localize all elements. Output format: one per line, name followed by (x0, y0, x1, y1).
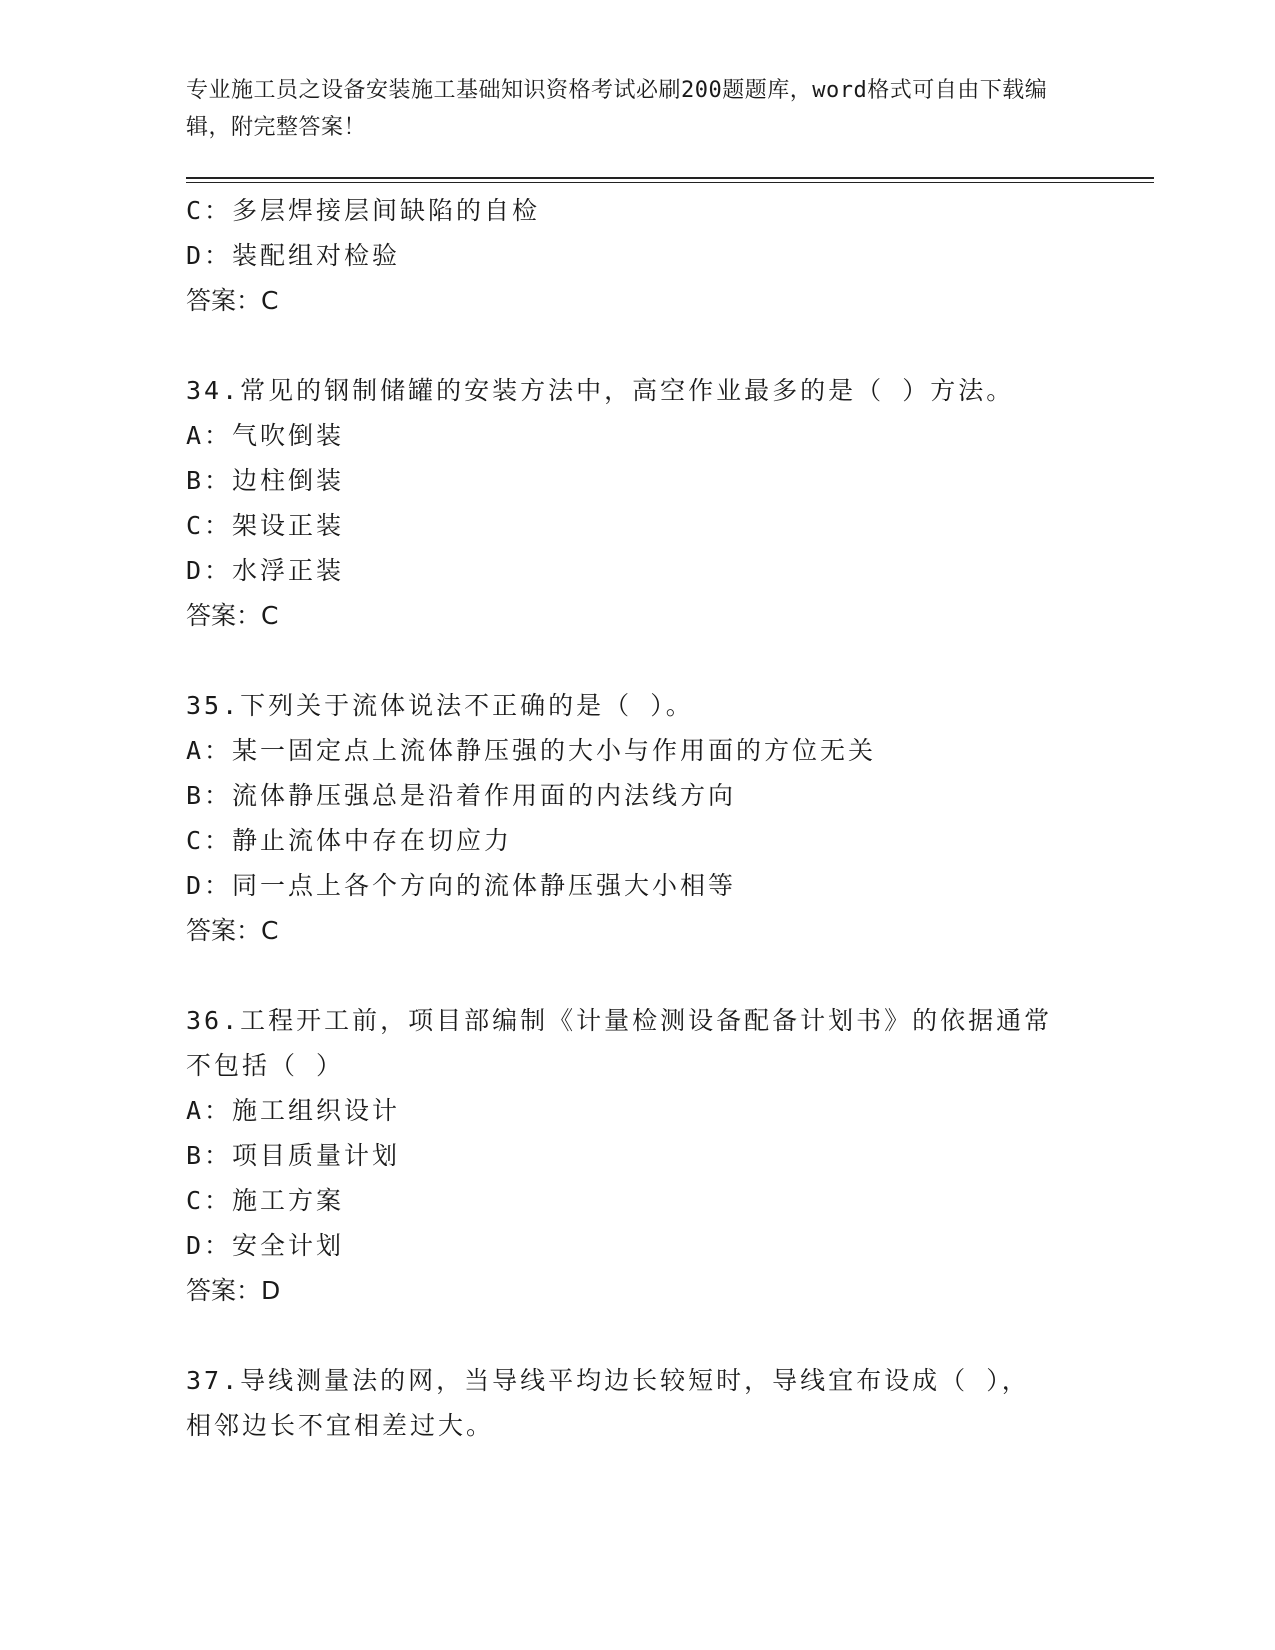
answer: 答案：D (186, 1276, 281, 1305)
option-a: A：气吹倒装 (186, 421, 345, 450)
option-c: C：多层焊接层间缺陷的自检 (186, 196, 541, 225)
question-34 (186, 368, 1086, 638)
option-a: A：施工组织设计 (186, 1096, 401, 1125)
answer: 答案：C (186, 601, 279, 630)
header-rule-thick (186, 177, 1154, 179)
spacer (186, 638, 1086, 683)
option-d: D：同一点上各个方向的流体静压强大小相等 (186, 871, 737, 900)
question-text-line-1: 36.工程开工前，项目部编制《计量检测设备配备计划书》的依据通常 (186, 1006, 1053, 1035)
option-d: D：安全计划 (186, 1231, 345, 1260)
spacer (186, 1313, 1086, 1358)
question-text-line-1: 37.导线测量法的网，当导线平均边长较短时，导线宜布设成（ ）， (186, 1366, 1030, 1395)
header-rule-thin (186, 182, 1154, 183)
question-36 (186, 998, 1086, 1313)
answer: 答案：C (186, 286, 279, 315)
question-text: 34.常见的钢制储罐的安装方法中，高空作业最多的是（ ）方法。 (186, 376, 1015, 405)
question-text: 35.下列关于流体说法不正确的是（ ）。 (186, 691, 694, 720)
option-b: B：项目质量计划 (186, 1141, 401, 1170)
question-33-continued (186, 188, 1086, 323)
spacer (186, 323, 1086, 368)
option-b: B：流体静压强总是沿着作用面的内法线方向 (186, 781, 737, 810)
question-text-line-2: 相邻边长不宜相差过大。 (186, 1411, 495, 1440)
option-d: D：水浮正装 (186, 556, 345, 585)
option-b: B：边柱倒装 (186, 466, 345, 495)
question-content (186, 188, 1086, 1448)
option-d: D：装配组对检验 (186, 241, 401, 270)
answer: 答案：C (186, 916, 279, 945)
option-a: A：某一固定点上流体静压强的大小与作用面的方位无关 (186, 736, 877, 765)
option-c: C：施工方案 (186, 1186, 345, 1215)
question-37 (186, 1358, 1086, 1448)
option-c: C：架设正装 (186, 511, 345, 540)
document-header: 专业施工员之设备安装施工基础知识资格考试必刷200题题库，word格式可自由下载编辑，附完整答案！ (186, 78, 1048, 140)
option-c: C：静止流体中存在切应力 (186, 826, 513, 855)
question-35 (186, 683, 1086, 953)
question-text-line-2: 不包括（ ） (186, 1051, 345, 1080)
spacer (186, 953, 1086, 998)
